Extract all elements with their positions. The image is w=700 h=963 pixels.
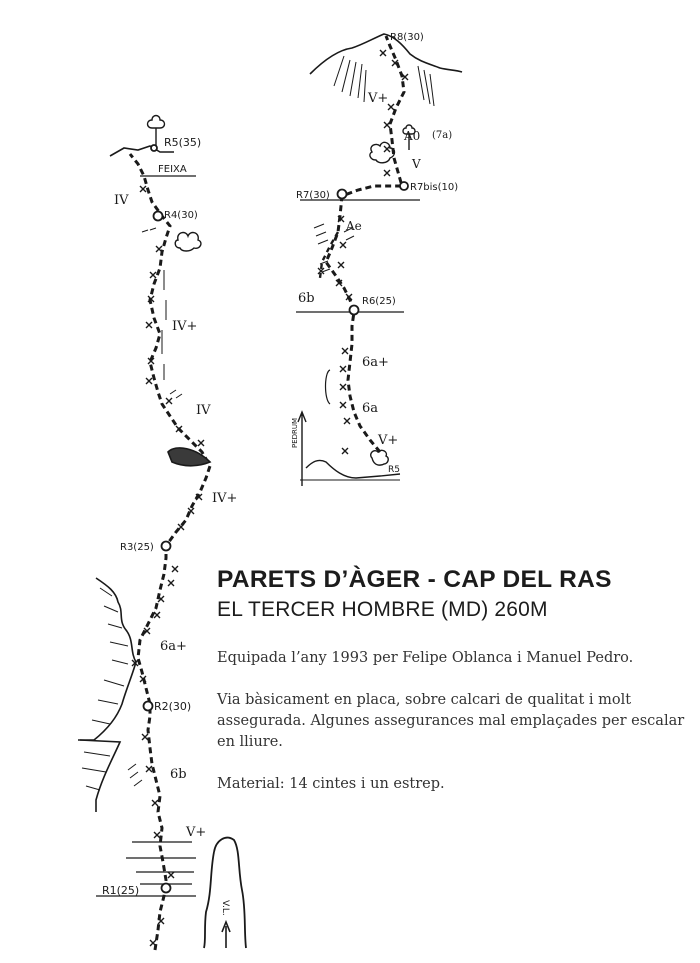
material-list: Material: 14 cintes i un estrep. [217, 776, 445, 792]
belay-r2 [144, 702, 153, 711]
bush-icon [175, 233, 201, 251]
grade-iv-2: IV [114, 193, 129, 208]
belay-r1 [162, 884, 171, 893]
label-approach: V.L. [220, 900, 230, 916]
left-topo [78, 116, 246, 951]
pedrum-arrow [298, 412, 306, 486]
label-r3: R3(25) [120, 542, 154, 553]
grade-iv-plus-2: IV+ [172, 319, 198, 334]
roof-overhang [168, 448, 210, 466]
route-subtitle: EL TERCER HOMBRE (MD) 260M [217, 598, 548, 621]
label-r6: R6(25) [362, 296, 396, 307]
belay-r7 [338, 190, 347, 199]
route-title: PARETS D’ÀGER - CAP DEL RAS [217, 566, 612, 593]
label-r5: R5(35) [164, 136, 202, 149]
left-topo-labels [102, 136, 237, 916]
label-pedrum: PEDRUM [291, 417, 299, 448]
approach-arrow [222, 922, 230, 948]
belay-r5 [151, 145, 157, 151]
grade-6a: 6a [362, 401, 379, 416]
label-r7bis: R7bis(10) [410, 182, 459, 193]
grade-v-plus-1: V+ [186, 825, 207, 840]
grade-iv-plus-1: IV+ [212, 491, 238, 506]
rock-face-outline-lower [80, 740, 120, 812]
r4-scribble [142, 228, 156, 232]
grade-a0: A0 [404, 129, 421, 143]
label-r4: R4(30) [164, 210, 198, 221]
belay-r3 [162, 542, 171, 551]
rock-face-outline [78, 578, 136, 740]
grade-v-plus-3: V+ [368, 91, 389, 106]
label-r2: R2(30) [154, 700, 192, 713]
tree-icon [148, 116, 165, 147]
belay-r6 [350, 306, 359, 315]
grade-6b-2: 6b [298, 291, 315, 306]
belays-right [338, 182, 409, 315]
grade-6a-plus-2: 6a+ [362, 355, 389, 370]
grade-v: V [412, 157, 421, 171]
r5-bush-icon [371, 450, 388, 465]
route-description: Via bàsicament en placa, sobre calcari de qualitat i molt assegurada. Algunes assegurances mal emplaçades per escalar en lliure. [217, 692, 685, 750]
grade-iv-1: IV [196, 403, 211, 418]
bush-right-icon [370, 142, 395, 162]
route-line-right [326, 36, 404, 452]
grade-7a: (7a) [432, 130, 453, 141]
label-r1: R1(25) [102, 884, 140, 897]
label-r7: R7(30) [296, 190, 330, 201]
label-r8: R8(30) [390, 32, 424, 43]
belay-r7bis [400, 182, 408, 190]
pillar-outline-left [204, 852, 214, 948]
belay-r4 [154, 212, 163, 221]
grade-6a-plus-1: 6a+ [160, 639, 187, 654]
label-r5-small: R5 [388, 465, 400, 475]
grade-6b-1: 6b [170, 767, 187, 782]
equipment-credit: Equipada l’any 1993 per Felipe Oblanca i Manuel Pedro. [217, 650, 634, 666]
grade-v-plus-2: V+ [378, 433, 399, 448]
label-feixa: FEIXA [158, 164, 187, 175]
bracket-6a-plus [326, 370, 331, 404]
grade-ae: Ae [346, 219, 362, 233]
